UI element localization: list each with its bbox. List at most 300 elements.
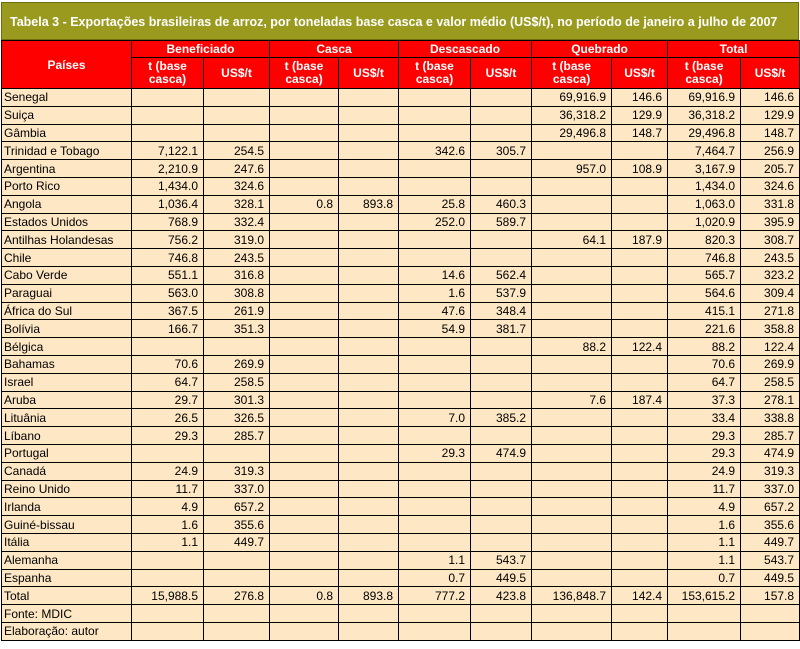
value-cell [471, 391, 532, 409]
value-cell: 247.6 [204, 160, 270, 178]
value-cell [612, 409, 668, 427]
value-cell: 47.6 [399, 302, 471, 320]
value-cell: 271.8 [741, 302, 800, 320]
country-cell: Bolívia [2, 320, 132, 338]
value-cell [399, 338, 471, 356]
table-row [2, 160, 800, 178]
value-cell: 338.8 [741, 409, 800, 427]
value-cell: 331.8 [741, 195, 800, 213]
value-cell [399, 231, 471, 249]
value-cell: 768.9 [132, 213, 204, 231]
value-cell: 243.5 [204, 249, 270, 267]
table-row [2, 391, 800, 409]
value-cell: 423.8 [471, 587, 532, 605]
value-cell [612, 480, 668, 498]
header-sub-tons: t (base casca) [668, 58, 741, 89]
header-sub-tons: t (base casca) [132, 58, 204, 89]
value-cell [339, 462, 399, 480]
value-cell [532, 427, 612, 445]
value-cell: 543.7 [471, 551, 532, 569]
value-cell: 142.4 [612, 587, 668, 605]
value-cell [612, 569, 668, 587]
value-cell [532, 373, 612, 391]
value-cell: 1.6 [668, 516, 741, 534]
value-cell: 64.1 [532, 231, 612, 249]
value-cell: 146.6 [612, 89, 668, 107]
value-cell [339, 231, 399, 249]
value-cell [132, 622, 204, 640]
value-cell: 657.2 [204, 498, 270, 516]
value-cell [612, 249, 668, 267]
value-cell [399, 533, 471, 551]
value-cell [339, 320, 399, 338]
value-cell [399, 516, 471, 534]
value-cell: 157.8 [741, 587, 800, 605]
header-country: Países [2, 41, 132, 89]
value-cell: 243.5 [741, 249, 800, 267]
value-cell [204, 89, 270, 107]
value-cell [532, 444, 612, 462]
value-cell: 2,210.9 [132, 160, 204, 178]
value-cell [270, 444, 339, 462]
value-cell: 11.7 [668, 480, 741, 498]
value-cell: 746.8 [132, 249, 204, 267]
value-cell [532, 605, 612, 623]
value-cell: 64.7 [668, 373, 741, 391]
table-row [2, 355, 800, 373]
table-row [2, 231, 800, 249]
value-cell [532, 142, 612, 160]
value-cell: 1,036.4 [132, 195, 204, 213]
value-cell [339, 124, 399, 142]
value-cell [339, 498, 399, 516]
table-row [2, 284, 800, 302]
value-cell [471, 462, 532, 480]
value-cell [399, 498, 471, 516]
value-cell [668, 605, 741, 623]
value-cell: 332.4 [204, 213, 270, 231]
value-cell [399, 622, 471, 640]
value-cell: 221.6 [668, 320, 741, 338]
value-cell: 893.8 [339, 195, 399, 213]
value-cell: 355.6 [204, 516, 270, 534]
table-row [2, 569, 800, 587]
value-cell: 278.1 [741, 391, 800, 409]
value-cell [270, 498, 339, 516]
value-cell: 1.6 [132, 516, 204, 534]
value-cell: 129.9 [612, 106, 668, 124]
value-cell: 29.3 [668, 444, 741, 462]
value-cell [270, 355, 339, 373]
value-cell: 33.4 [668, 409, 741, 427]
value-cell: 342.6 [399, 142, 471, 160]
value-cell [339, 177, 399, 195]
header-group-descascado: Descascado [399, 41, 532, 58]
value-cell [532, 355, 612, 373]
value-cell [471, 89, 532, 107]
table-row [2, 587, 800, 605]
value-cell [204, 444, 270, 462]
value-cell: 305.7 [471, 142, 532, 160]
table-row [2, 320, 800, 338]
header-sub-price: US$/t [339, 58, 399, 89]
value-cell [612, 284, 668, 302]
value-cell [270, 516, 339, 534]
value-cell [339, 391, 399, 409]
value-cell [399, 177, 471, 195]
value-cell [270, 124, 339, 142]
value-cell: 108.9 [612, 160, 668, 178]
value-cell: 657.2 [741, 498, 800, 516]
country-cell: Aruba [2, 391, 132, 409]
value-cell [532, 551, 612, 569]
value-cell: 269.9 [741, 355, 800, 373]
value-cell [612, 516, 668, 534]
value-cell [471, 605, 532, 623]
value-cell [668, 622, 741, 640]
value-cell [399, 89, 471, 107]
value-cell: 24.9 [668, 462, 741, 480]
country-cell: Chile [2, 249, 132, 267]
value-cell [471, 516, 532, 534]
value-cell [339, 444, 399, 462]
value-cell [339, 373, 399, 391]
value-cell: 285.7 [204, 427, 270, 445]
value-cell [270, 231, 339, 249]
value-cell [532, 302, 612, 320]
country-cell: Reino Unido [2, 480, 132, 498]
value-cell [270, 320, 339, 338]
value-cell: 308.8 [204, 284, 270, 302]
country-cell: Canadá [2, 462, 132, 480]
value-cell: 0.8 [270, 587, 339, 605]
value-cell [339, 106, 399, 124]
header-sub-price: US$/t [741, 58, 800, 89]
value-cell: 26.5 [132, 409, 204, 427]
value-cell: 4.9 [668, 498, 741, 516]
value-cell [532, 480, 612, 498]
value-cell: 381.7 [471, 320, 532, 338]
value-cell: 589.7 [471, 213, 532, 231]
value-cell [270, 533, 339, 551]
value-cell [471, 160, 532, 178]
country-cell: Argentina [2, 160, 132, 178]
value-cell: 69,916.9 [668, 89, 741, 107]
value-cell [270, 480, 339, 498]
value-cell [612, 302, 668, 320]
value-cell: 562.4 [471, 266, 532, 284]
table-row [2, 338, 800, 356]
value-cell [339, 427, 399, 445]
value-cell [612, 605, 668, 623]
value-cell: 29.3 [132, 427, 204, 445]
value-cell: 337.0 [741, 480, 800, 498]
value-cell [270, 569, 339, 587]
value-cell [204, 124, 270, 142]
value-cell [270, 622, 339, 640]
value-cell: 563.0 [132, 284, 204, 302]
table-row [2, 480, 800, 498]
value-cell: 543.7 [741, 551, 800, 569]
value-cell: 301.3 [204, 391, 270, 409]
header-sub-tons: t (base casca) [532, 58, 612, 89]
header-sub-tons: t (base casca) [270, 58, 339, 89]
table-row [2, 373, 800, 391]
value-cell [132, 605, 204, 623]
table-row [2, 533, 800, 551]
value-cell: 252.0 [399, 213, 471, 231]
value-cell: 324.6 [741, 177, 800, 195]
value-cell: 148.7 [612, 124, 668, 142]
value-cell [399, 249, 471, 267]
value-cell: 25.8 [399, 195, 471, 213]
value-cell [339, 249, 399, 267]
table-row [2, 142, 800, 160]
table-row [2, 622, 800, 640]
country-cell: Bélgica [2, 338, 132, 356]
header-group-total: Total [668, 41, 800, 58]
country-cell: Portugal [2, 444, 132, 462]
value-cell [270, 391, 339, 409]
value-cell [270, 373, 339, 391]
value-cell: 64.7 [132, 373, 204, 391]
value-cell [339, 551, 399, 569]
value-cell: 29,496.8 [668, 124, 741, 142]
value-cell: 564.6 [668, 284, 741, 302]
value-cell [532, 213, 612, 231]
value-cell [339, 605, 399, 623]
country-cell: Paraguai [2, 284, 132, 302]
value-cell [339, 142, 399, 160]
value-cell [270, 106, 339, 124]
table-row [2, 124, 800, 142]
table-row [2, 106, 800, 124]
value-cell [270, 89, 339, 107]
table-row [2, 266, 800, 284]
value-cell: 29.7 [132, 391, 204, 409]
value-cell [471, 498, 532, 516]
value-cell: 54.9 [399, 320, 471, 338]
value-cell: 1,434.0 [132, 177, 204, 195]
value-cell [204, 605, 270, 623]
country-cell: Irlanda [2, 498, 132, 516]
value-cell: 15,988.5 [132, 587, 204, 605]
value-cell: 1.1 [668, 533, 741, 551]
value-cell: 415.1 [668, 302, 741, 320]
value-cell: 4.9 [132, 498, 204, 516]
value-cell [471, 622, 532, 640]
header-sub-tons: t (base casca) [399, 58, 471, 89]
table-row [2, 605, 800, 623]
value-cell: 29,496.8 [532, 124, 612, 142]
value-cell: 256.9 [741, 142, 800, 160]
value-cell [532, 569, 612, 587]
value-cell: 187.4 [612, 391, 668, 409]
value-cell [612, 266, 668, 284]
value-cell [741, 605, 800, 623]
value-cell: 254.5 [204, 142, 270, 160]
value-cell [339, 302, 399, 320]
value-cell: 7.0 [399, 409, 471, 427]
country-cell: Senegal [2, 89, 132, 107]
country-cell: Líbano [2, 427, 132, 445]
value-cell: 14.6 [399, 266, 471, 284]
value-cell: 449.7 [741, 533, 800, 551]
value-cell: 205.7 [741, 160, 800, 178]
value-cell: 70.6 [132, 355, 204, 373]
value-cell: 1.1 [132, 533, 204, 551]
value-cell: 69,916.9 [532, 89, 612, 107]
value-cell: 153,615.2 [668, 587, 741, 605]
value-cell: 820.3 [668, 231, 741, 249]
value-cell: 777.2 [399, 587, 471, 605]
value-cell [204, 622, 270, 640]
value-cell [399, 160, 471, 178]
value-cell [471, 231, 532, 249]
value-cell [399, 427, 471, 445]
value-cell [471, 480, 532, 498]
value-cell [270, 142, 339, 160]
value-cell [532, 266, 612, 284]
value-cell: 355.6 [741, 516, 800, 534]
value-cell [532, 249, 612, 267]
header-sub-price: US$/t [471, 58, 532, 89]
country-cell: Total [2, 587, 132, 605]
value-cell [270, 266, 339, 284]
table-row [2, 427, 800, 445]
value-cell: 7.6 [532, 391, 612, 409]
table-row [2, 409, 800, 427]
value-cell [270, 160, 339, 178]
country-cell: Antilhas Holandesas [2, 231, 132, 249]
value-cell: 474.9 [471, 444, 532, 462]
value-cell: 565.7 [668, 266, 741, 284]
value-cell [612, 444, 668, 462]
value-cell [612, 213, 668, 231]
value-cell: 385.2 [471, 409, 532, 427]
value-cell: 129.9 [741, 106, 800, 124]
value-cell [132, 89, 204, 107]
value-cell: 285.7 [741, 427, 800, 445]
value-cell [270, 338, 339, 356]
value-cell: 7,122.1 [132, 142, 204, 160]
value-cell [471, 373, 532, 391]
value-cell: 337.0 [204, 480, 270, 498]
value-cell [270, 605, 339, 623]
value-cell [612, 320, 668, 338]
value-cell [399, 391, 471, 409]
value-cell [532, 195, 612, 213]
value-cell: 36,318.2 [532, 106, 612, 124]
value-cell: 308.7 [741, 231, 800, 249]
value-cell [741, 622, 800, 640]
value-cell [339, 89, 399, 107]
value-cell: 460.3 [471, 195, 532, 213]
value-cell [532, 320, 612, 338]
value-cell [532, 622, 612, 640]
value-cell: 316.8 [204, 266, 270, 284]
value-cell [339, 160, 399, 178]
value-cell: 893.8 [339, 587, 399, 605]
value-cell [270, 213, 339, 231]
value-cell: 3,167.9 [668, 160, 741, 178]
value-cell [132, 106, 204, 124]
value-cell [612, 177, 668, 195]
value-cell [270, 249, 339, 267]
value-cell: 7,464.7 [668, 142, 741, 160]
table-body [2, 89, 800, 641]
value-cell: 0.8 [270, 195, 339, 213]
value-cell [132, 551, 204, 569]
value-cell [339, 266, 399, 284]
table-row [2, 195, 800, 213]
value-cell [471, 355, 532, 373]
country-cell: Fonte: MDIC [2, 605, 132, 623]
table-row [2, 516, 800, 534]
table-row [2, 177, 800, 195]
table-row [2, 249, 800, 267]
value-cell [339, 569, 399, 587]
value-cell [204, 569, 270, 587]
value-cell [339, 480, 399, 498]
value-cell: 328.1 [204, 195, 270, 213]
value-cell [471, 106, 532, 124]
value-cell [339, 409, 399, 427]
value-cell [471, 338, 532, 356]
value-cell [612, 498, 668, 516]
value-cell [532, 516, 612, 534]
country-cell: Guiné-bissau [2, 516, 132, 534]
header-group-quebrado: Quebrado [532, 41, 668, 58]
value-cell: 1.1 [399, 551, 471, 569]
value-cell: 449.7 [204, 533, 270, 551]
value-cell [132, 569, 204, 587]
value-cell [132, 124, 204, 142]
value-cell: 29.3 [668, 427, 741, 445]
value-cell [270, 551, 339, 569]
country-cell: Porto Rico [2, 177, 132, 195]
value-cell: 269.9 [204, 355, 270, 373]
value-cell: 0.7 [399, 569, 471, 587]
value-cell: 348.4 [471, 302, 532, 320]
value-cell [471, 533, 532, 551]
country-cell: África do Sul [2, 302, 132, 320]
country-cell: Angola [2, 195, 132, 213]
value-cell [399, 124, 471, 142]
country-cell: Itália [2, 533, 132, 551]
value-cell: 37.3 [668, 391, 741, 409]
value-cell [612, 551, 668, 569]
value-cell [132, 338, 204, 356]
value-cell [339, 338, 399, 356]
value-cell: 136,848.7 [532, 587, 612, 605]
value-cell: 551.1 [132, 266, 204, 284]
table-row [2, 213, 800, 231]
value-cell: 323.2 [741, 266, 800, 284]
table-row [2, 462, 800, 480]
value-cell [132, 444, 204, 462]
value-cell: 148.7 [741, 124, 800, 142]
header-sub-price: US$/t [612, 58, 668, 89]
table-row [2, 444, 800, 462]
value-cell: 258.5 [204, 373, 270, 391]
value-cell: 319.3 [204, 462, 270, 480]
value-cell [339, 355, 399, 373]
table-container [1, 2, 799, 641]
exports-table [1, 40, 800, 641]
value-cell: 957.0 [532, 160, 612, 178]
value-cell: 146.6 [741, 89, 800, 107]
